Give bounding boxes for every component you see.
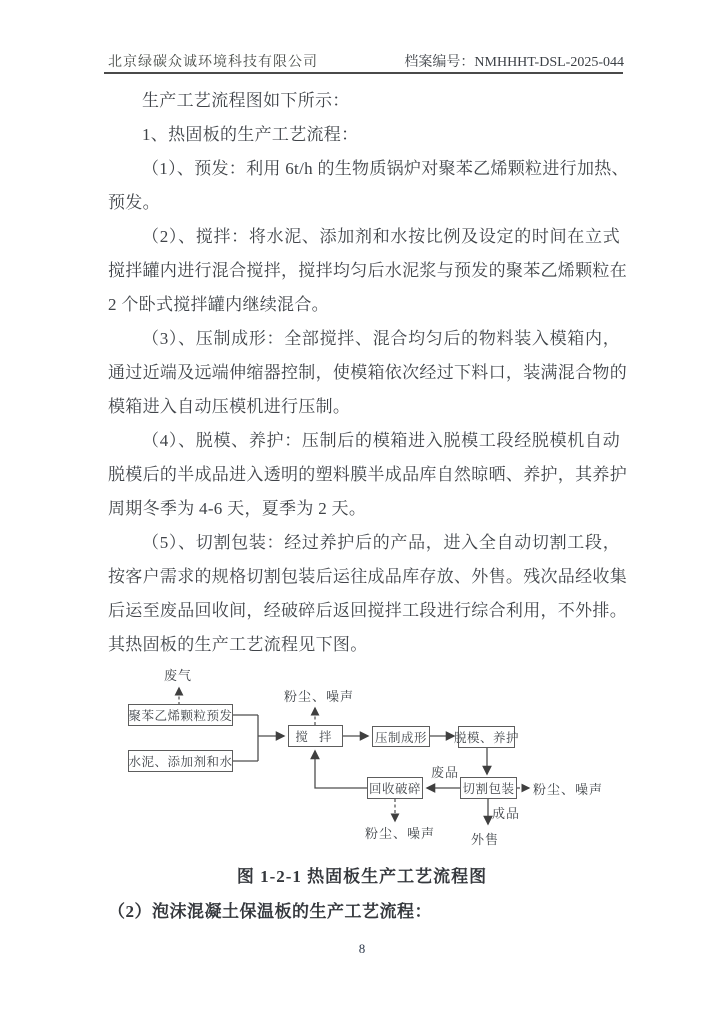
body-line: 其热固板的生产工艺流程见下图。: [108, 635, 368, 654]
body-line: 按客户需求的规格切割包装后运往成品库存放、外售。残次品经收集: [108, 567, 627, 586]
body-line: （5）、切割包装：经过养护后的产品，进入全自动切割工段，: [142, 533, 620, 552]
figure-caption: 图 1-2-1 热固板生产工艺流程图: [236, 867, 488, 886]
label-waste-gas: 废气: [164, 668, 193, 683]
body-line: （1）、预发：利用 6t/h 的生物质锅炉对聚苯乙烯颗粒进行加热、: [142, 159, 629, 178]
flow-box-recycling: 回收破碎: [367, 777, 423, 799]
body-line: （2）、搅拌：将水泥、添加剂和水按比例及设定的时间在立式: [142, 227, 620, 246]
flow-box-cutting: 切割包装: [460, 777, 517, 799]
body-line: 后运至废品回收间，经破碎后返回搅拌工段进行综合利用，不外排。: [108, 601, 627, 620]
section-subheading: （2）泡沫混凝土保温板的生产工艺流程：: [108, 902, 432, 921]
label-dust-noise-recycling: 粉尘、噪声: [365, 826, 436, 841]
body-line: 通过近端及远端伸缩器控制，使模箱依次经过下料口，装满混合物的: [108, 363, 627, 382]
flow-arrows: [100, 650, 640, 860]
solid-flow-lines: [233, 715, 488, 824]
body-line: 生产工艺流程图如下所示：: [142, 91, 350, 110]
flow-box-pre-expansion: 聚苯乙烯颗粒预发: [128, 704, 233, 726]
label-sale: 外售: [471, 832, 500, 847]
label-dust-noise-cutting: 粉尘、噪声: [533, 782, 604, 797]
body-line: （4）、脱模、养护：压制后的模箱进入脱模工段经脱模机自动: [142, 431, 620, 450]
label-product: 成品: [492, 806, 521, 821]
label-scrap: 废品: [431, 765, 460, 780]
flow-box-materials: 水泥、添加剂和水: [128, 750, 233, 772]
body-line: 预发。: [108, 193, 160, 212]
label-dust-noise-mixing: 粉尘、噪声: [284, 689, 355, 704]
flow-box-pressing: 压制成形: [372, 726, 430, 747]
body-text: [108, 84, 629, 662]
body-line: 脱模后的半成品进入透明的塑料膜半成品库自然晾晒、养护，其养护: [108, 465, 627, 484]
page-number: 8: [358, 941, 366, 956]
header-rule: [104, 72, 623, 74]
flow-box-mixing: 搅 拌: [288, 725, 343, 747]
header-archive-number: 档案编号：NMHHHT-DSL-2025-044: [404, 55, 624, 70]
dashed-emission-lines: [179, 688, 529, 821]
body-line: （3）、压制成形：全部搅拌、混合均匀后的物料装入模箱内，: [142, 329, 620, 348]
body-line: 1、热固板的生产工艺流程：: [142, 125, 359, 144]
body-line: 搅拌罐内进行混合搅拌，搅拌均匀后水泥浆与预发的聚苯乙烯颗粒在: [108, 261, 627, 280]
body-line: 模箱进入自动压模机进行压制。: [108, 397, 351, 416]
flow-box-demolding: 脱模、养护: [458, 726, 515, 748]
body-line: 2 个卧式搅拌罐内继续混合。: [108, 295, 329, 314]
body-line: 周期冬季为 4-6 天，夏季为 2 天。: [108, 499, 367, 518]
header-company-name: 北京绿碳众诚环境科技有限公司: [108, 55, 318, 70]
